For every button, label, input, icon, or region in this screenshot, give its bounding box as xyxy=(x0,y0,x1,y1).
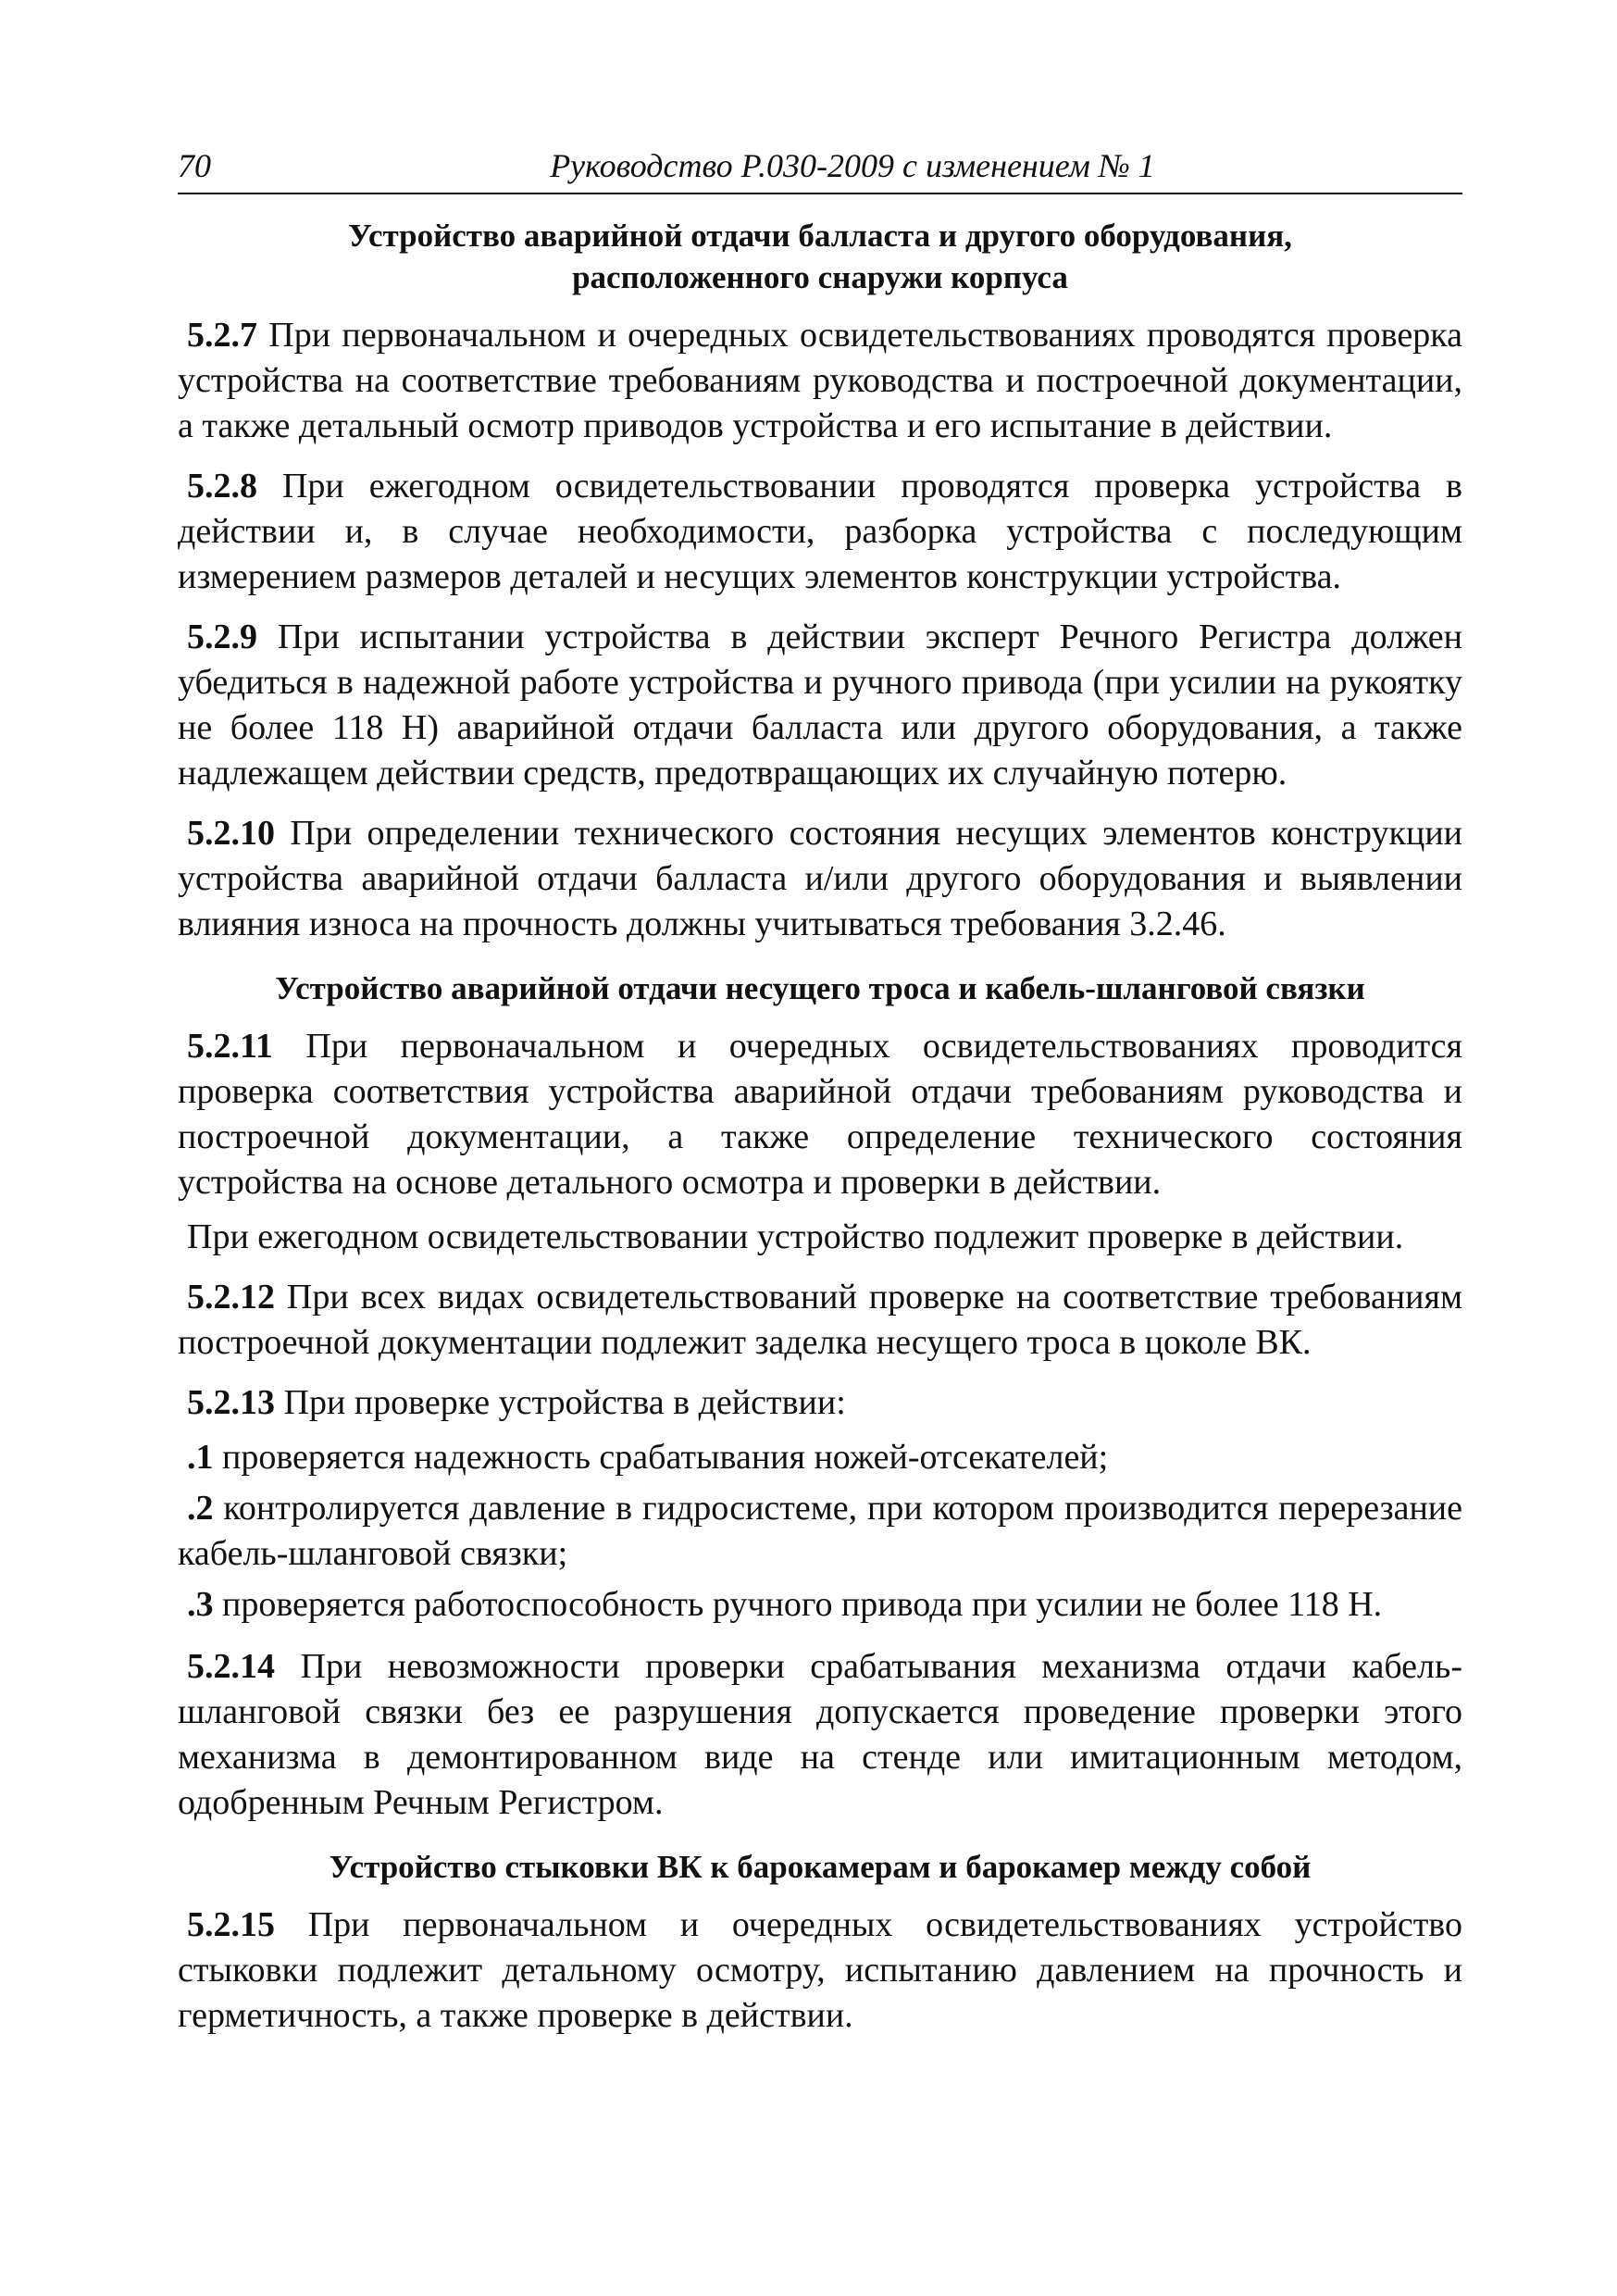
section-heading-cable-release: Устройство аварийной отдачи несущего троса и кабель-шланговой связки xyxy=(275,970,1365,1006)
paragraph-5-2-11-continued xyxy=(178,1215,1462,1260)
paragraph-5-2-13 xyxy=(178,1380,1462,1426)
clause-text: При первоначальном и очередных освидетельствованиях устройство стыковки подлежит детальному осмотру, испытанию давлением на прочность и герметичность, а также проверке в действии. xyxy=(178,1905,1462,2035)
clause-text: При испытании устройства в действии эксперт Речного Регистра должен убедиться в надежной работе устройства и ручного привода (при усилии на рукоятку не более 118 Н) аварийной отдачи балласта или другого оборудования, а также надлежащем действии средств, предотвращающих их случайную потерю. xyxy=(178,618,1462,792)
list-item-number: .2 xyxy=(187,1489,214,1528)
document-title: Руководство Р.030-2009 с изменением № 1 xyxy=(550,147,1155,184)
paragraph-5-2-14 xyxy=(178,1644,1462,1826)
paragraph-5-2-8 xyxy=(178,464,1462,600)
clause-text: При первоначальном и очередных освидетельствованиях проводится проверка соответствия устройства аварийной отдачи требованиям руководства и построечной документации, а также определение технического состояния устройства на основе детального осмотра и проверки в действии. xyxy=(178,1027,1462,1202)
clause-text: При определении технического состояния несущих элементов конструкции устройства аварийной отдачи балласта и/или другого оборудования и выявлении влияния износа на прочность должны учитываться требования 3.2.46. xyxy=(178,814,1463,943)
clause-text: При всех видах освидетельствований проверке на соответствие требованиям построечной документации подлежит заделка несущего троса в цоколе ВК. xyxy=(178,1278,1463,1362)
clause-number: 5.2.7 xyxy=(187,316,257,355)
clause-number: 5.2.15 xyxy=(187,1905,275,1944)
clause-text: При ежегодном освидетельствовании устройство подлежит проверке в действии. xyxy=(187,1217,1404,1256)
paragraph-5-2-11 xyxy=(178,1024,1462,1205)
clause-number: 5.2.9 xyxy=(187,618,257,656)
list-item-text: проверяется надежность срабатывания ножей-отсекателей; xyxy=(222,1438,1109,1477)
page-number: 70 xyxy=(178,147,211,184)
list-item-text: проверяется работоспособность ручного привода при усилии не более 118 Н. xyxy=(222,1585,1383,1624)
clause-number: 5.2.12 xyxy=(187,1278,275,1316)
clause-number: 5.2.10 xyxy=(187,814,275,853)
clause-text: При невозможности проверки срабатывания механизма отдачи кабель-шланговой связки без ее разрушения допускается проведение проверки этого механизма в демонтированном виде на стенде или имитационным методом, одобренным Речным Регистром. xyxy=(178,1647,1462,1822)
clause-text: При ежегодном освидетельствовании проводятся проверка устройства в действии и, в случае необходимости, разборка устройства с последующим измерением размеров деталей и несущих элементов конструкции устройства. xyxy=(178,467,1463,596)
running-header xyxy=(178,139,1462,194)
list-item-3 xyxy=(178,1582,1462,1628)
list-item-2 xyxy=(178,1486,1462,1577)
section-heading-line: Устройство аварийной отдачи балласта и другого оборудования, xyxy=(348,218,1292,254)
paragraph-5-2-9 xyxy=(178,615,1462,796)
list-item-text: контролируется давление в гидросистеме, при котором производится перерезание кабель-шланговой связки; xyxy=(178,1489,1462,1573)
document-page xyxy=(178,139,1462,2053)
clause-number: 5.2.11 xyxy=(187,1027,273,1066)
clause-number: 5.2.14 xyxy=(187,1647,275,1686)
section-heading-line: расположенного снаружи корпуса xyxy=(572,259,1068,295)
paragraph-5-2-7 xyxy=(178,313,1462,449)
clause-text: При первоначальном и очередных освидетельствованиях проводятся проверка устройства на соответствие требованиям руководства и построечной документации, а также детальный осмотр приводов устройства и его испытание в действии. xyxy=(178,316,1463,445)
paragraph-5-2-10 xyxy=(178,811,1462,947)
clause-text: При проверке устройства в действии: xyxy=(283,1383,846,1422)
clause-number: 5.2.13 xyxy=(187,1383,275,1422)
paragraph-5-2-15 xyxy=(178,1903,1462,2039)
paragraph-5-2-12 xyxy=(178,1275,1462,1366)
list-item-number: .3 xyxy=(187,1585,214,1624)
list-item-1 xyxy=(178,1435,1462,1480)
list-item-number: .1 xyxy=(187,1438,214,1477)
section-heading-docking: Устройство стыковки ВК к барокамерам и барокамер между собой xyxy=(329,1849,1312,1885)
clause-number: 5.2.8 xyxy=(187,467,257,505)
section-heading-ballast-release xyxy=(178,215,1462,298)
